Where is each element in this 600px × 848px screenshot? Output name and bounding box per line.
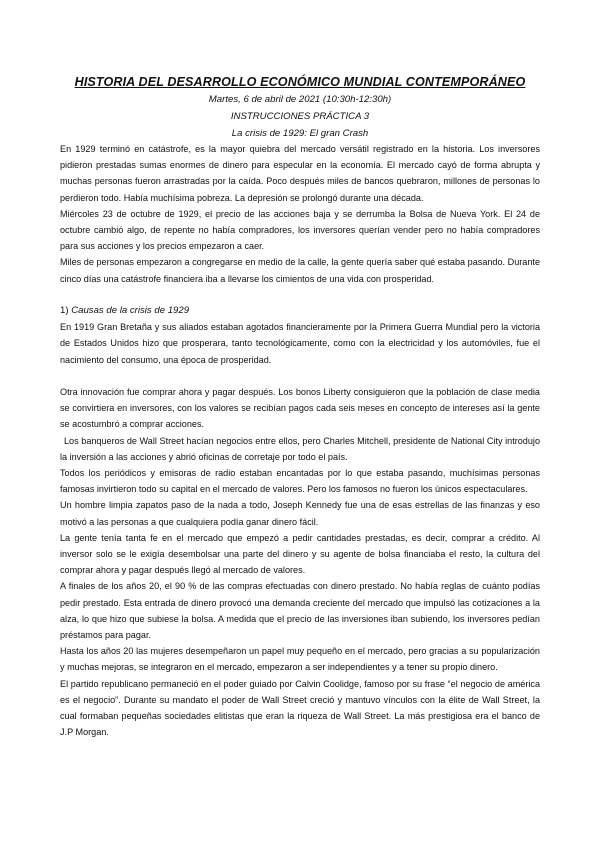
section-title: Causas de la crisis de 1929 bbox=[71, 305, 190, 317]
section-paragraph: Los banqueros de Wall Street hacían negocios entre ellos, pero Charles Mitchell, presidente de National City introdujo la inversión a las acciones y abrió oficinas de corretaje por todo el país. bbox=[60, 435, 540, 462]
intro-paragraph: Miles de personas empezaron a congregarse en medio de la calle, la gente quería saber qué estaba pasando. Durante cinco días una catástrofe financiera iba a llevarse los cimientos de una vida con prosperidad. bbox=[60, 257, 540, 284]
document-date: Martes, 6 de abril de 2021 (10:30h-12:30h) bbox=[208, 94, 392, 105]
section-paragraph: Un hombre limpia zapatos paso de la nada a todo, Joseph Kennedy fue una de esas estrellas de las finanzas y eso motivó a las personas a que cualquiera podía ganar dinero fácil. bbox=[60, 500, 540, 527]
section-paragraph: Hasta los años 20 las mujeres desempeñaron un papel muy pequeño en el mercado, pero gracias a su popularización y muchas mejoras, se integraron en el mercado, empezaron a ser independientes y a tener su propio dinero. bbox=[60, 646, 540, 673]
paragraph-gap bbox=[60, 287, 540, 303]
document-instructions: INSTRUCCIONES PRÁCTICA 3 bbox=[230, 111, 370, 122]
section-heading bbox=[60, 303, 540, 319]
section-number: 1) bbox=[60, 305, 69, 317]
paragraph-gap bbox=[60, 368, 540, 384]
section-paragraph: Otra innovación fue comprar ahora y pagar después. Los bonos Liberty consiguieron que la población de clase media se convirtiera en inversores, con los valores se recibían pagos cada seis meses en concepto de intereses así la gente se acostumbró a comprar acciones. bbox=[60, 387, 540, 430]
section-paragraph: A finales de los años 20, el 90 % de las compras efectuadas con dinero prestado. No había reglas de cuánto podías pedir prestado. Esta entrada de dinero provocó una demanda creciente del mercado que impulsó las cotizaciones a la alza, lo que hizo que subiese la bolsa. A medida que el precio de las inversiones iban subiendo, los inversores pedían préstamos para pagar. bbox=[60, 581, 540, 641]
document-title: HISTORIA DEL DESARROLLO ECONÓMICO MUNDIAL CONTEMPORÁNEO bbox=[74, 75, 526, 89]
document-topic: La crisis de 1929: El gran Crash bbox=[231, 128, 369, 139]
section-paragraph: En 1919 Gran Bretaña y sus aliados estaban agotados financieramente por la Primera Guerra Mundial pero la victoria de Estados Unidos hizo que prosperara, tanto tecnológicamente, como con la electricidad y los automóviles, fue el nacimiento del consumo, una época de prosperidad. bbox=[60, 322, 540, 365]
document-body bbox=[60, 141, 540, 740]
section-paragraph: El partido republicano permaneció en el poder guiado por Calvin Coolidge, famoso por su frase “el negocio de américa es el negocio”. Durante su mandato el poder de Wall Street creció y mantuvo vínculos con la élite de Wall Street, la cual formaban pequeñas sociedades elitistas que eran la riqueza de Wall Street. La más prestigiosa era el banco de J.P Morgan. bbox=[60, 678, 540, 738]
section-paragraph: La gente tenía tanta fe en el mercado que empezó a pedir cantidades prestadas, es decir, comprar a crédito. Al inversor solo se le exigía desembolsar una parte del dinero y su agente de bolsa financiaba el resto, la cultura del comprar ahora y pagar después llegó al mercado de valores. bbox=[60, 532, 540, 576]
intro-paragraph: Miércoles 23 de octubre de 1929, el precio de las acciones baja y se derrumba la Bolsa de Nueva York. El 24 de octubre cambió algo, de repente no había compradores, los inversores querían vender pero no había compradores para sus acciones y los precios empezaron a caer. bbox=[60, 208, 540, 252]
section-paragraph: Todos los periódicos y emisoras de radio estaban encantadas por lo que estaba pasando, muchísimas personas famosas invirtieron todo su capital en el mercado de valores. Pero los famosos no fueron los únicos espectaculares. bbox=[60, 468, 540, 495]
intro-paragraph: En 1929 terminó en catástrofe, es la mayor quiebra del mercado versátil registrado en la historia. Los inversores pidieron prestadas sumas enormes de dinero para especular en la economía. El mercado cayó de forma abrupta y muchas personas fueron arrastradas por la caída. Poco después miles de bancos quebraron, millones de personas lo perdieron todo. Había muchísima pobreza. La depresión se prolongó durante una década. bbox=[60, 144, 540, 203]
